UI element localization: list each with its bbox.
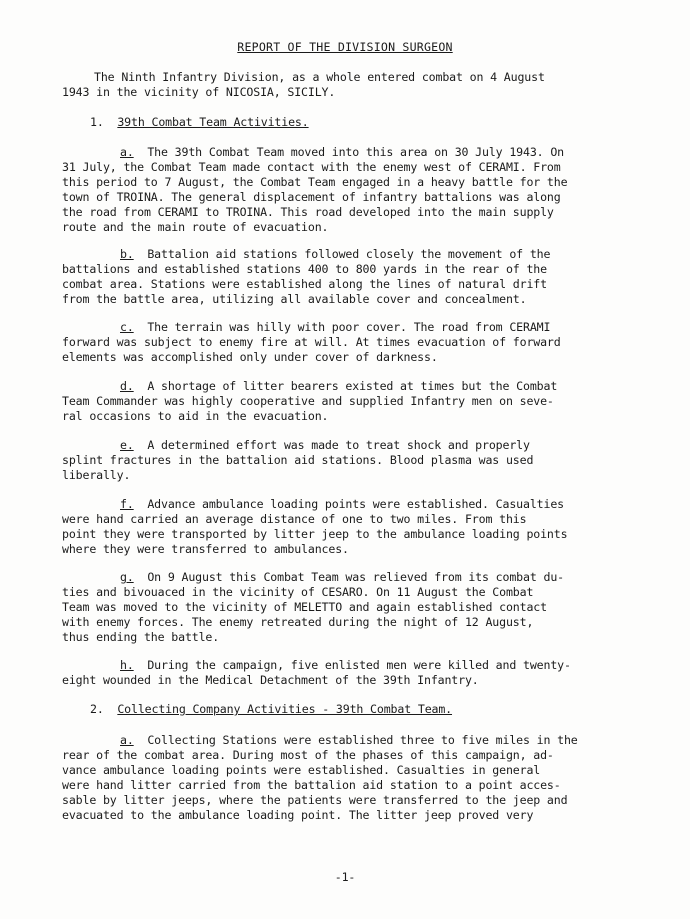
- paragraph-line: this period to 7 August, the Combat Team engaged in a heavy battle for the: [62, 175, 568, 189]
- paragraph-2a: [62, 733, 622, 823]
- page-number: -1-: [334, 870, 356, 884]
- paragraph-line: were hand carried an average distance of one to two miles. From this: [62, 512, 527, 526]
- paragraph-1h: [62, 658, 622, 688]
- paragraph-line: On 9 August this Combat Team was relieved from its combat du-: [147, 570, 564, 584]
- paragraph-line: rear of the combat area. During most of the phases of this campaign, ad-: [62, 748, 554, 762]
- paragraph-line: the road from CERAMI to TROINA. This road developed into the main supply: [62, 205, 554, 219]
- paragraph-line: where they were transferred to ambulances.: [62, 542, 349, 556]
- paragraph-1a: [62, 145, 622, 235]
- paragraph-1f: [62, 497, 622, 557]
- paragraph-line: During the campaign, five enlisted men were killed and twenty-: [147, 658, 571, 672]
- paragraph-line: The 39th Combat Team moved into this area on 30 July 1943. On: [147, 145, 564, 159]
- paragraph-line: ties and bivouaced in the vicinity of CESARO. On 11 August the Combat: [62, 585, 534, 599]
- paragraph-label: b.: [120, 247, 134, 261]
- paragraph-line: Advance ambulance loading points were established. Casualties: [147, 497, 564, 511]
- paragraph-line: elements was accomplished only under cover of darkness.: [62, 350, 438, 364]
- paragraph-line: vance ambulance loading points were established. Casualties in general: [62, 763, 541, 777]
- paragraph-line: ral occasions to aid in the evacuation.: [62, 409, 329, 423]
- section-1-heading: [90, 115, 309, 130]
- paragraph-line: forward was subject to enemy fire at will. At times evacuation of forward: [62, 335, 561, 349]
- paragraph-line: evacuated to the ambulance loading point. The litter jeep proved very: [62, 808, 534, 822]
- paragraph-line: combat area. Stations were established along the lines of natural drift: [62, 277, 547, 291]
- intro-paragraph: [62, 70, 622, 100]
- paragraph-label: a.: [120, 145, 134, 159]
- paragraph-line: splint fractures in the battalion aid stations. Blood plasma was used: [62, 453, 534, 467]
- paragraph-line: route and the main route of evacuation.: [62, 220, 329, 234]
- paragraph-line: town of TROINA. The general displacement of infantry battalions was along: [62, 190, 561, 204]
- paragraph-line: Battalion aid stations followed closely the movement of the: [147, 247, 551, 261]
- paragraph-line: sable by litter jeeps, where the patients were transferred to the jeep and: [62, 793, 568, 807]
- section-title: 39th Combat Team Activities.: [117, 115, 309, 129]
- section-2-heading: [90, 702, 452, 717]
- paragraph-1e: [62, 438, 622, 483]
- paragraph-label: h.: [120, 658, 134, 672]
- paragraph-label: g.: [120, 570, 134, 584]
- paragraph-line: Team Commander was highly cooperative and supplied Infantry men on seve-: [62, 394, 554, 408]
- paragraph-line: A determined effort was made to treat shock and properly: [147, 438, 530, 452]
- paragraph-line: Team was moved to the vicinity of MELETTO and again established contact: [62, 600, 547, 614]
- section-number: 1.: [90, 115, 104, 129]
- paragraph-line: from the battle area, utilizing all available cover and concealment.: [62, 292, 527, 306]
- paragraph-1d: [62, 379, 622, 424]
- paragraph-line: 31 July, the Combat Team made contact with the enemy west of CERAMI. From: [62, 160, 561, 174]
- intro-line: 1943 in the vicinity of NICOSIA, SICILY.: [62, 85, 336, 99]
- paragraph-1g: [62, 570, 622, 645]
- section-title: Collecting Company Activities - 39th Combat Team.: [117, 702, 453, 716]
- paragraph-label: f.: [120, 497, 134, 511]
- paragraph-line: were hand litter carried from the battalion aid station to a point acces-: [62, 778, 561, 792]
- intro-line: The Ninth Infantry Division, as a whole entered combat on 4 August: [94, 70, 545, 84]
- paragraph-line: liberally.: [62, 468, 131, 482]
- paragraph-line: The terrain was hilly with poor cover. The road from CERAMI: [147, 320, 551, 334]
- document-title: REPORT OF THE DIVISION SURGEON: [237, 40, 453, 54]
- paragraph-label: e.: [120, 438, 134, 452]
- paragraph-line: A shortage of litter bearers existed at times but the Combat: [147, 379, 558, 393]
- section-number: 2.: [90, 702, 104, 716]
- paragraph-line: eight wounded in the Medical Detachment of the 39th Infantry.: [62, 673, 479, 687]
- paragraph-line: Collecting Stations were established three to five miles in the: [147, 733, 578, 747]
- paragraph-label: c.: [120, 320, 134, 334]
- paragraph-line: with enemy forces. The enemy retreated during the night of 12 August,: [62, 615, 534, 629]
- paragraph-label: d.: [120, 379, 134, 393]
- paragraph-label: a.: [120, 733, 134, 747]
- paragraph-1c: [62, 320, 622, 365]
- paragraph-1b: [62, 247, 622, 307]
- paragraph-line: thus ending the battle.: [62, 630, 220, 644]
- paragraph-line: point they were transported by litter jeep to the ambulance loading points: [62, 527, 568, 541]
- paragraph-line: battalions and established stations 400 to 800 yards in the rear of the: [62, 262, 547, 276]
